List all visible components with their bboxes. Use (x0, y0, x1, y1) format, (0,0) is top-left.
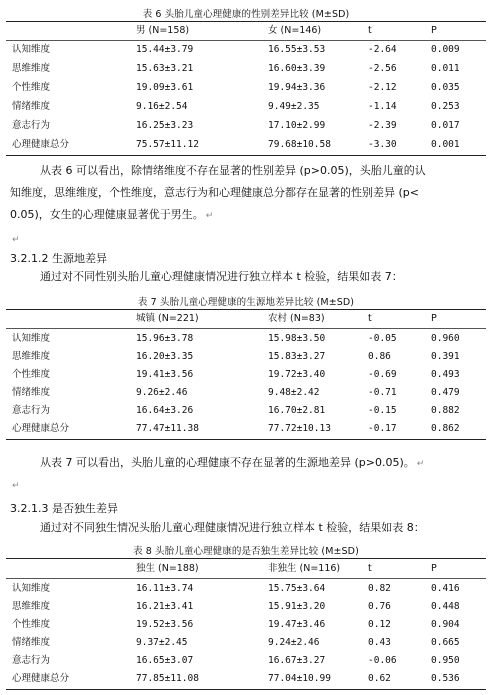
cell-t: -0.17 (368, 423, 397, 434)
row-label: 情绪维度 (12, 101, 51, 112)
table6-header-p: P (431, 25, 437, 36)
cell-p: 0.493 (431, 369, 460, 380)
return-mark: ↵ (12, 481, 20, 491)
cell-a: 9.37±2.45 (136, 637, 188, 648)
cell-t: 0.12 (368, 619, 391, 630)
cell-a: 16.65±3.07 (136, 655, 194, 666)
cell-p: 0.009 (431, 44, 460, 55)
row-label: 意志行为 (12, 120, 51, 131)
table-row (6, 136, 486, 154)
table6-caption: 表 6 头胎儿童心理健康的性别差异比较 (M±SD) (142, 9, 350, 20)
cell-b: 19.72±3.40 (268, 369, 326, 380)
table-row (6, 348, 486, 366)
table8-header-b: 非独生 (N=116) (268, 563, 341, 574)
cell-a: 16.64±3.26 (136, 405, 194, 416)
row-label: 思维维度 (12, 63, 51, 74)
cell-p: 0.017 (431, 120, 460, 131)
cell-t: 0.86 (368, 351, 391, 362)
row-label: 认知维度 (12, 333, 51, 344)
cell-p: 0.253 (431, 101, 460, 112)
paragraph-line: 通过对不同性别头胎儿童心理健康情况进行独立样本 t 检验，结果如表 7： (40, 270, 403, 283)
cell-a: 16.20±3.35 (136, 351, 194, 362)
return-mark: ↵ (205, 211, 214, 221)
table7-header-a: 城镇 (N=221) (136, 313, 199, 324)
row-label: 思维维度 (12, 601, 51, 612)
cell-p: 0.862 (431, 423, 460, 434)
cell-t: -2.64 (368, 44, 397, 55)
cell-p: 0.479 (431, 387, 460, 398)
table-row (6, 117, 486, 135)
cell-p: 0.035 (431, 82, 460, 93)
cell-b: 15.75±3.64 (268, 583, 326, 594)
row-label: 个性维度 (12, 82, 51, 93)
cell-t: 0.82 (368, 583, 391, 594)
table-row (6, 98, 486, 116)
cell-p: 0.448 (431, 601, 460, 612)
row-label: 意志行为 (12, 405, 51, 416)
table7-header-rule (6, 328, 486, 329)
cell-t: -2.12 (368, 82, 397, 93)
row-label: 心理健康总分 (12, 139, 70, 150)
row-label: 心理健康总分 (12, 673, 70, 684)
table7-header-t: t (368, 313, 372, 324)
table-row (6, 652, 486, 670)
paragraph-text: 0.05)，女生的心理健康显著优于男生。 (10, 208, 204, 221)
cell-p: 0.001 (431, 139, 460, 150)
table8-header-a: 独生 (N=188) (136, 563, 199, 574)
table-row (6, 598, 486, 616)
row-label: 思维维度 (12, 351, 51, 362)
cell-p: 0.960 (431, 333, 460, 344)
return-mark: ↵ (12, 235, 20, 245)
cell-a: 9.16±2.54 (136, 101, 188, 112)
cell-a: 16.21±3.41 (136, 601, 194, 612)
row-label: 认知维度 (12, 583, 51, 594)
cell-a: 77.85±11.08 (136, 673, 199, 684)
table7-header-row (6, 310, 486, 328)
table8-header-row (6, 560, 486, 578)
cell-a: 77.47±11.38 (136, 423, 199, 434)
cell-t: -0.06 (368, 655, 397, 666)
cell-p: 0.391 (431, 351, 460, 362)
paragraph-line (40, 452, 480, 475)
cell-t: -3.30 (368, 139, 397, 150)
cell-t: -0.15 (368, 405, 397, 416)
table8-bottom-rule (6, 689, 486, 690)
section-heading: 3.2.1.3 是否独生差异 (10, 502, 118, 515)
table6-header-b: 女 (N=146) (268, 25, 322, 36)
cell-a: 15.44±3.79 (136, 44, 194, 55)
table-row (6, 580, 486, 598)
table6-bottom-rule (6, 155, 486, 156)
table8-header-t: t (368, 563, 372, 574)
cell-t: -2.56 (368, 63, 397, 74)
row-label: 心理健康总分 (12, 423, 70, 434)
cell-b: 15.98±3.50 (268, 333, 326, 344)
cell-t: 0.76 (368, 601, 391, 612)
table6-header-row (6, 22, 486, 40)
cell-b: 77.72±10.13 (268, 423, 331, 434)
blank-line (10, 474, 480, 497)
cell-b: 9.49±2.35 (268, 101, 320, 112)
cell-b: 19.94±3.36 (268, 82, 326, 93)
table7-header-b: 农村 (N=83) (268, 313, 325, 324)
cell-t: -2.39 (368, 120, 397, 131)
paragraph-text: 从表 7 可以看出，头胎儿童的心理健康不存在显著的生源地差异 (p>0.05)。 (40, 456, 415, 469)
cell-b: 15.91±3.20 (268, 601, 326, 612)
blank-line (10, 228, 480, 251)
paragraph-line: 从表 6 可以看出，除情绪维度不存在显著的性别差异 (p>0.05)，头胎儿童的认 (40, 164, 426, 177)
cell-p: 0.665 (431, 637, 460, 648)
table-row (6, 420, 486, 438)
row-label: 情绪维度 (12, 387, 51, 398)
cell-t: -0.69 (368, 369, 397, 380)
table6-header-t: t (368, 25, 372, 36)
cell-b: 9.48±2.42 (268, 387, 320, 398)
return-mark: ↵ (416, 459, 425, 469)
cell-b: 15.83±3.27 (268, 351, 326, 362)
table-row (6, 330, 486, 348)
table8-header-p: P (431, 563, 437, 574)
table-row (6, 402, 486, 420)
cell-p: 0.011 (431, 63, 460, 74)
row-label: 个性维度 (12, 619, 51, 630)
cell-a: 19.41±3.56 (136, 369, 194, 380)
table-row (6, 634, 486, 652)
cell-t: 0.43 (368, 637, 391, 648)
paragraph-line: 知维度，思维维度，个性维度，意志行为和心理健康总分都存在显著的性别差异 (p< (10, 186, 419, 199)
table-row (6, 60, 486, 78)
cell-p: 0.882 (431, 405, 460, 416)
cell-t: -0.05 (368, 333, 397, 344)
cell-a: 19.09±3.61 (136, 82, 194, 93)
table-row (6, 616, 486, 634)
cell-b: 16.60±3.39 (268, 63, 326, 74)
paragraph-line: 通过对不同独生情况头胎儿童心理健康情况进行独立样本 t 检验，结果如表 8： (40, 521, 425, 534)
cell-b: 16.67±3.27 (268, 655, 326, 666)
row-label: 意志行为 (12, 655, 51, 666)
section-heading: 3.2.1.2 生源地差异 (10, 252, 107, 265)
cell-b: 79.68±10.58 (268, 139, 331, 150)
cell-b: 9.24±2.46 (268, 637, 320, 648)
table-row (6, 384, 486, 402)
row-label: 个性维度 (12, 369, 51, 380)
table-row (6, 670, 486, 688)
cell-t: -1.14 (368, 101, 397, 112)
table8-caption: 表 8 头胎儿童心理健康的是否独生差异比较 (M±SD) (133, 546, 359, 557)
table-row (6, 366, 486, 384)
cell-b: 19.47±3.46 (268, 619, 326, 630)
cell-p: 0.536 (431, 673, 460, 684)
table-row (6, 79, 486, 97)
table7-caption: 表 7 头胎儿童心理健康的生源地差异比较 (M±SD) (137, 297, 355, 308)
row-label: 情绪维度 (12, 637, 51, 648)
row-label: 认知维度 (12, 44, 51, 55)
cell-b: 16.70±2.81 (268, 405, 326, 416)
table8-top-rule (6, 558, 486, 559)
cell-b: 16.55±3.53 (268, 44, 326, 55)
paragraph-line (10, 204, 480, 227)
table7-bottom-rule (6, 439, 486, 440)
table-row (6, 41, 486, 59)
table8-header-rule (6, 578, 486, 579)
cell-p: 0.904 (431, 619, 460, 630)
table7-header-p: P (431, 313, 437, 324)
cell-a: 75.57±11.12 (136, 139, 199, 150)
cell-b: 77.04±10.99 (268, 673, 331, 684)
table6-header-a: 男 (N=158) (136, 25, 190, 36)
cell-a: 16.25±3.23 (136, 120, 194, 131)
cell-a: 15.96±3.78 (136, 333, 194, 344)
cell-a: 16.11±3.74 (136, 583, 194, 594)
cell-p: 0.416 (431, 583, 460, 594)
cell-t: 0.62 (368, 673, 391, 684)
cell-t: -0.71 (368, 387, 397, 398)
cell-a: 9.26±2.46 (136, 387, 188, 398)
cell-a: 15.63±3.21 (136, 63, 194, 74)
cell-a: 19.52±3.56 (136, 619, 194, 630)
cell-b: 17.10±2.99 (268, 120, 326, 131)
cell-p: 0.950 (431, 655, 460, 666)
